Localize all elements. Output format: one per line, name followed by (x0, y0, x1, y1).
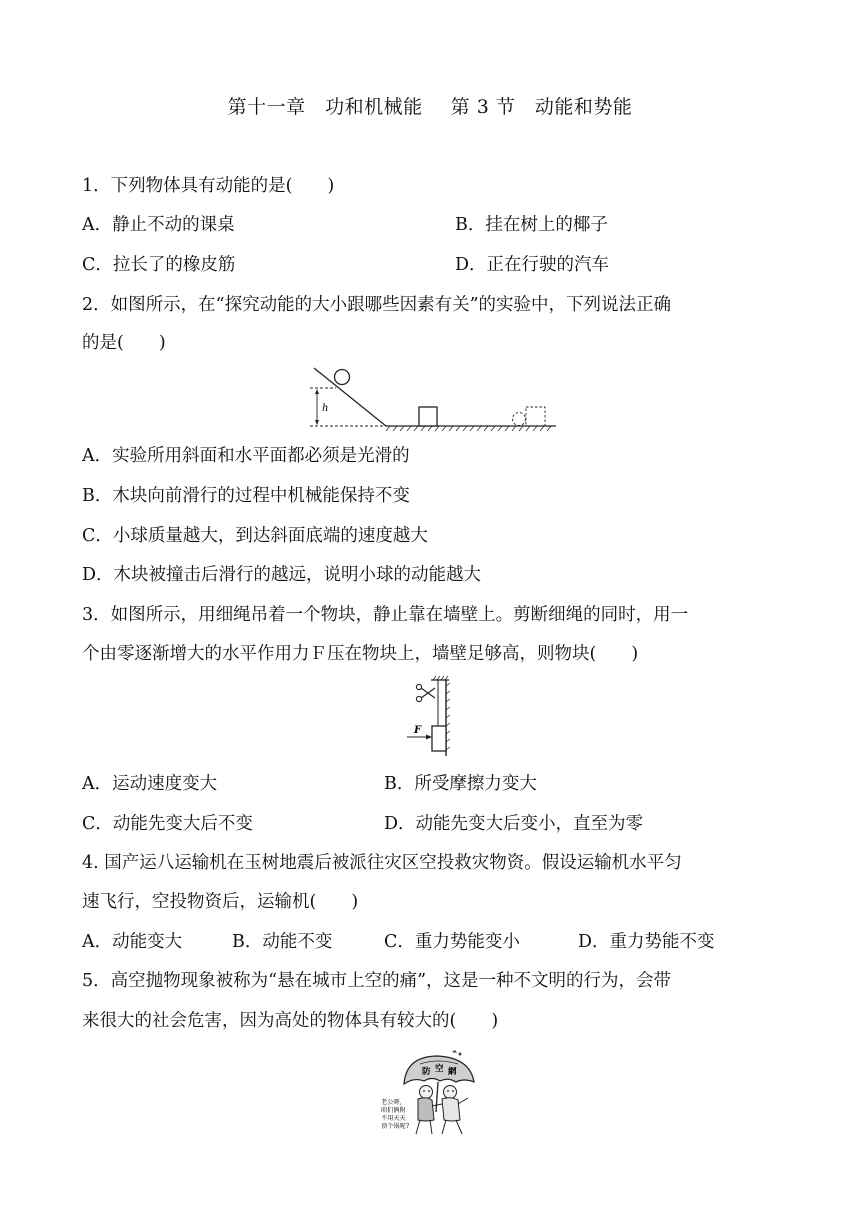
page-title (0, 92, 860, 119)
q1-option-d: D．正在行驶的汽车 (455, 255, 610, 275)
q3-option-b: B．所受摩擦力变大 (384, 774, 537, 794)
hanging-block (432, 726, 446, 751)
anti-falling-object-cartoon (380, 1050, 480, 1138)
scissors-icon (416, 684, 435, 701)
cartoon-caption-4: 顶个锅呢? (381, 1123, 410, 1130)
height-label: h (322, 403, 329, 414)
q2-option-b: B．木块向前滑行的过程中机械能保持不变 (82, 486, 410, 506)
q1-option-c: C．拉长了的橡皮筋 (82, 255, 236, 275)
q3-stem-line-2: 个由零逐渐增大的水平作用力Ｆ压在物块上，墙壁足够高，则物块( ) (82, 644, 639, 664)
q2-option-a: A．实验所用斜面和水平面都必须是光滑的 (82, 446, 410, 466)
section-title: 第 3 节 动能和势能 (450, 96, 633, 118)
q4-stem-line-2: 速飞行，空投物资后，运输机( ) (82, 892, 359, 912)
q4-option-c: C．重力势能变小 (384, 932, 520, 952)
cartoon-caption-3: 不用天天 (381, 1115, 406, 1122)
cartoon-figures (416, 1086, 468, 1135)
q2-stem-line-2: 的是( ) (82, 333, 166, 353)
ball-final-position (513, 413, 526, 426)
q4-option-b: B．动能不变 (232, 932, 333, 952)
block-final-position (526, 407, 545, 426)
cartoon-caption-2: 咱们俩附 (381, 1107, 406, 1114)
q1-option-b: B．挂在树上的椰子 (455, 215, 608, 235)
q2-stem-line-1: 2．如图所示，在“探究动能的大小跟哪些因素有关”的实验中，下列说法正确 (82, 295, 672, 315)
q1-option-a: A．静止不动的课桌 (82, 215, 235, 235)
q4-option-d: D．重力势能不变 (578, 932, 715, 952)
q3-stem-line-1: 3．如图所示，用细绳吊着一个物块，静止靠在墙壁上。剪断细绳的同时，用一 (82, 605, 689, 625)
q1-stem: 1．下列物体具有动能的是( ) (82, 176, 335, 196)
q3-option-a: A．运动速度变大 (82, 774, 218, 794)
wall-block-figure (403, 674, 463, 760)
ground-hatching (386, 426, 551, 431)
q2-option-c: C．小球质量越大，到达斜面底端的速度越大 (82, 526, 428, 546)
q2-option-d: D．木块被撞击后滑行的越远，说明小球的动能越大 (82, 565, 482, 585)
q4-stem-line-1: 4. 国产运八运输机在玉树地震后被派往灾区空投救灾物资。假设运输机水平匀 (82, 853, 682, 873)
q3-option-c: C．动能先变大后不变 (82, 814, 253, 834)
q4-option-a: A．动能变大 (82, 932, 183, 952)
ball (335, 370, 350, 385)
q5-stem-line-2: 来很大的社会危害，因为高处的物体具有较大的( ) (82, 1011, 499, 1031)
cartoon-caption-1: 老公呀, (381, 1099, 402, 1106)
umbrella-text-3: 網 (448, 1067, 457, 1077)
umbrella-text-2: 空 (435, 1064, 444, 1074)
chapter-title: 第十一章 功和机械能 (227, 96, 423, 118)
q3-option-d: D．动能先变大后变小，直至为零 (384, 814, 644, 834)
umbrella-text-1: 防 (422, 1067, 431, 1077)
incline-experiment-figure (300, 362, 560, 434)
wooden-block (419, 407, 437, 426)
q5-stem-line-1: 5．高空抛物现象被称为“悬在城市上空的痛”，这是一种不文明的行为，会带 (82, 971, 672, 991)
force-label: F (414, 725, 422, 736)
